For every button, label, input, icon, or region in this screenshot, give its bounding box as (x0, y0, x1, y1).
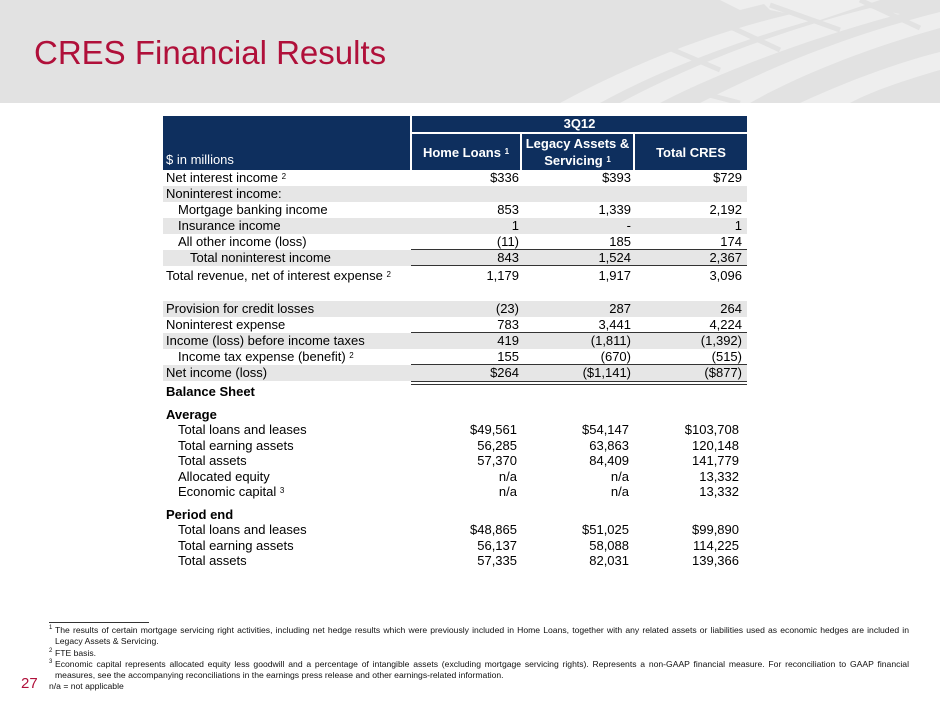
table-row: Provision for credit losses (23) 287 264 (163, 301, 747, 317)
table-header (163, 116, 747, 170)
unit-label: $ in millions (166, 152, 234, 167)
balance-sheet-section (163, 384, 747, 569)
table-row: Total assets 57,370 84,409 141,779 (178, 453, 739, 468)
column-header-legacy-assets: Legacy Assets & Servicing $^1$ (522, 134, 633, 170)
page-number: 27 (21, 675, 38, 692)
table-row: Net interest income $^2$ $336 $393 $729 (166, 170, 742, 185)
balance-sheet-heading: Balance Sheet (166, 384, 255, 399)
table-row: Income (loss) before income taxes 419 (1,811) (1,392) (163, 333, 747, 349)
slide-title: CRES Financial Results (34, 34, 387, 71)
unit-header-cell (163, 116, 410, 170)
average-heading: Average (166, 406, 217, 422)
table-row: Mortgage banking income 853 1,339 2,192 (178, 202, 742, 217)
footnote-rule (49, 622, 149, 623)
table-row: Allocated equity n/a n/a 13,332 (178, 468, 739, 484)
period-header: 3Q12 (412, 116, 747, 132)
table-row: Total assets 57,335 82,031 139,366 (178, 553, 739, 568)
table-row: Total loans and leases $48,865 $51,025 $99,890 (178, 522, 739, 537)
financial-results-table (163, 116, 747, 381)
table-row: Total loans and leases $49,561 $54,147 $103,708 (178, 422, 739, 437)
footnote: n/a = not applicable (49, 681, 124, 692)
column-header-home-loans: Home Loans $^1$ (412, 134, 520, 170)
table-row: Insurance income 1 - 1 (163, 218, 747, 234)
table-row: Total revenue, net of interest expense $^2$ 1,179 1,917 3,096 (166, 268, 742, 283)
footnote: 2 FTE basis. (49, 647, 97, 658)
table-row: Net income (loss) $264 ($1,141) ($877) (163, 365, 747, 381)
table-row: Noninterest income: (163, 186, 747, 202)
table-row: Income tax expense (benefit) $^2$ 155 (670) (515) (163, 349, 747, 365)
column-header-total-cres: Total CRES (635, 134, 747, 170)
footnotes (49, 625, 909, 693)
table-row: Economic capital $^3$ n/a n/a 13,332 (178, 484, 739, 499)
period-end-heading: Period end (166, 506, 234, 522)
footnote: 1 The results of certain mortgage servicing right activities, including net hedge results which were previously included in Home Loans, together with any related assets or liabilities used as economic hedges are included in Legacy Assets & Servicing. (49, 625, 909, 647)
table-row: Noninterest expense 783 3,441 4,224 (163, 317, 747, 333)
table-row: Total noninterest income 843 1,524 2,367 (163, 250, 747, 266)
slide-header (0, 0, 940, 103)
table-row: All other income (loss) (11) 185 174 (163, 234, 747, 250)
table-row: Total earning assets 56,285 63,863 120,148 (178, 437, 739, 453)
table-row: Total earning assets 56,137 58,088 114,225 (178, 537, 739, 553)
footnote: 3 Economic capital represents allocated equity less goodwill and a percentage of intangible assets (excluding mortgage servicing rights). Represents a non-GAAP financial measure. For reconciliation to GAAP financial measures, see the accompanying reconciliations in the earnings press release and other earnings-related information. (49, 658, 909, 681)
